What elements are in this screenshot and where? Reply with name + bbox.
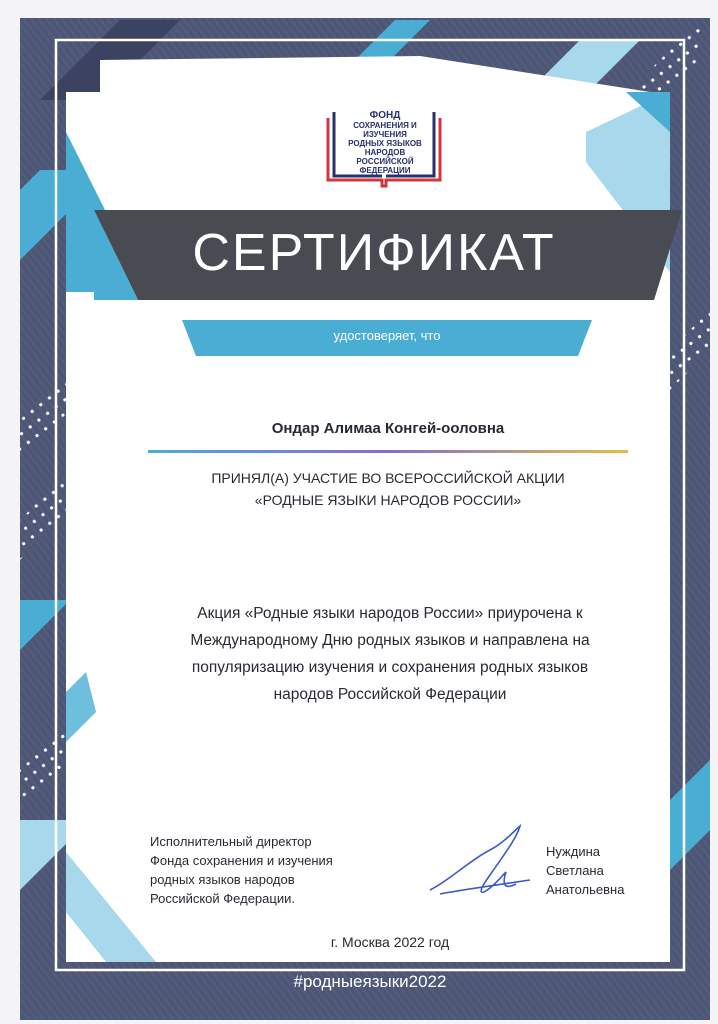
director-position-line-2: Фонда сохранения и изучения <box>150 853 333 868</box>
director-position-line-1: Исполнительный директор <box>150 834 312 849</box>
logo-line-3: РОДНЫХ ЯЗЫКОВ <box>348 139 422 148</box>
participation-statement-line-2: «РОДНЫЕ ЯЗЫКИ НАРОДОВ РОССИИ» <box>254 492 522 508</box>
logo-line-4: НАРОДОВ <box>364 148 406 157</box>
recipient-name: Ондар Алимаа Конгей-ооловна <box>271 420 505 437</box>
logo-line-5: РОССИЙСКОЙ <box>356 157 414 166</box>
city-and-year: г. Москва 2022 год <box>330 934 450 950</box>
signer-first-name: Светлана <box>546 863 604 878</box>
signer-surname: Нуждина <box>546 844 600 859</box>
logo-line-2: СОХРАНЕНИЯ И ИЗУЧЕНИЯ <box>353 121 417 139</box>
logo-line-1: ФОНД <box>369 110 401 121</box>
participation-statement-line-1: ПРИНЯЛ(А) УЧАСТИЕ ВО ВСЕРОССИЙСКОЙ АКЦИИ <box>211 470 565 486</box>
signer-name <box>546 842 646 899</box>
director-position-line-3: родных языков народов <box>150 872 295 887</box>
director-position-line-4: Российской Федерации. <box>150 891 295 906</box>
campaign-description: Акция «Родные языки народов России» приурочена к Международному Дню родных языков и направлена на популяризацию изучения и сохранения родных языков народов Российской Федерации <box>190 605 590 703</box>
logo-line-6: ФЕДЕРАЦИИ <box>359 166 411 175</box>
name-underline <box>148 450 628 454</box>
campaign-hashtag: #родныеязыки2022 <box>293 972 447 991</box>
handwritten-signature <box>420 820 540 910</box>
certificate-title: СЕРТИФИКАТ <box>192 224 556 282</box>
foundation-logo-text <box>342 110 428 175</box>
signer-patronymic: Анатольевна <box>546 882 625 897</box>
certificate-subtitle: удостоверяет, что <box>333 328 441 343</box>
director-position <box>150 832 390 908</box>
